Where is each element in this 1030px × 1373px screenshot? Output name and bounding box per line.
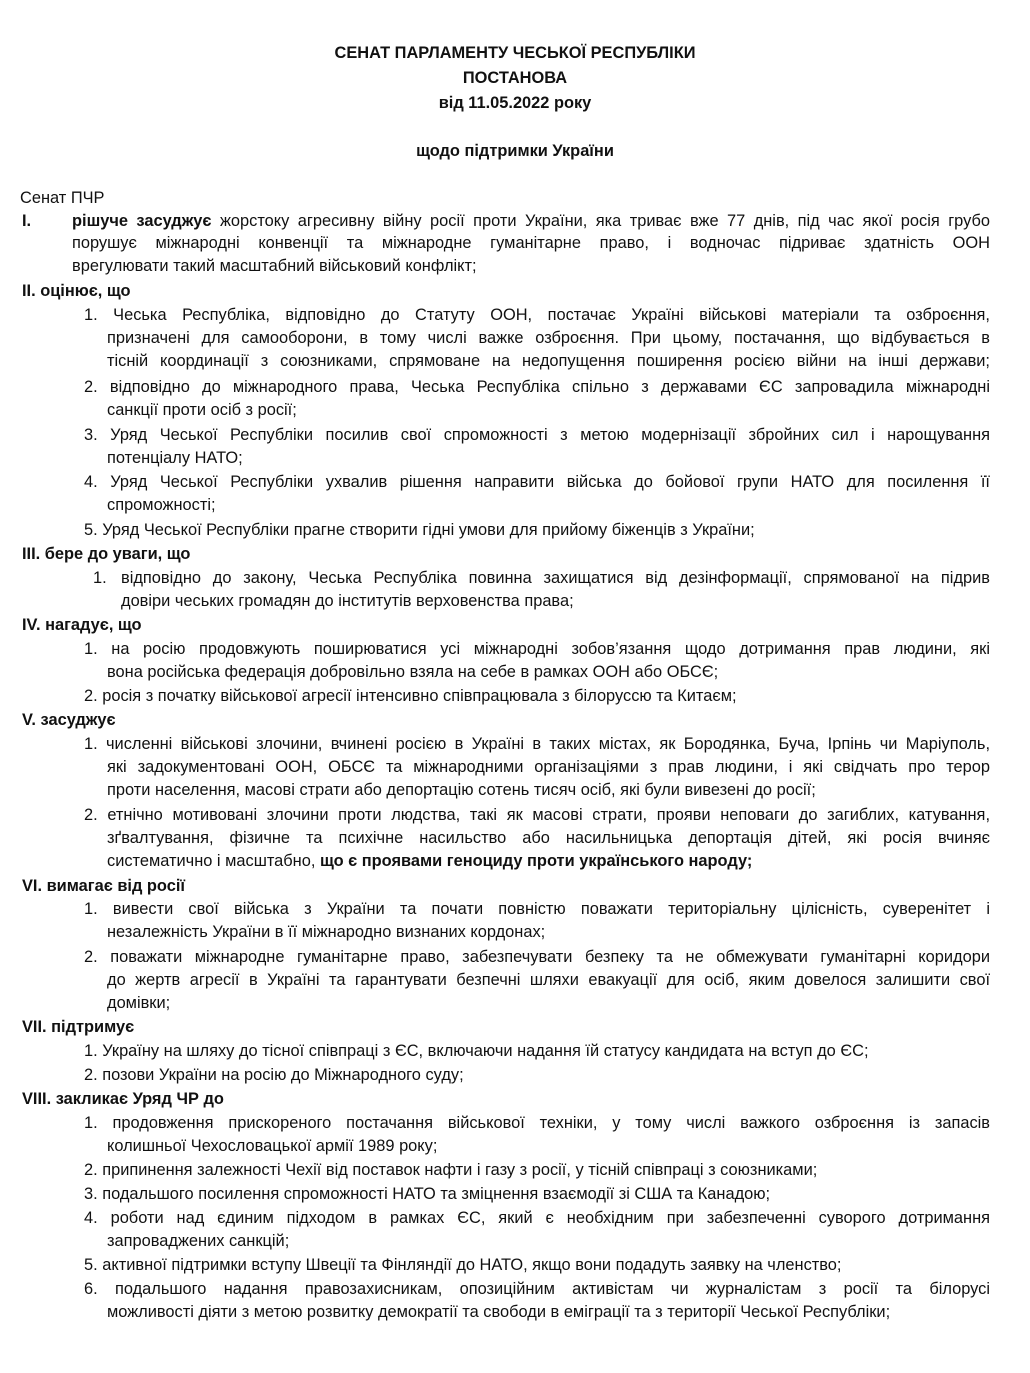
- section-2-item-3-line-2: потенціалу НАТО;: [107, 449, 243, 467]
- section-8-item-2: 2. припинення залежності Чехії від поставок нафти і газу з росії, у тісній співпраці з союзниками;: [84, 1161, 818, 1179]
- section-6-title: VI. вимагає від росії: [22, 877, 185, 895]
- section-2-item-3-line-1: 3. Уряд Чеської Республіки посилив свої спроможності з метою модернізації збройних сил і нарощування: [84, 426, 990, 444]
- section-5-item-1-line-1: 1. численні військові злочини, вчинені росією в Україні в таких містах, як Бородянка, Буча, Ірпінь чи Маріуполь,: [84, 735, 990, 753]
- section-8-item-3: 3. подальшого посилення спроможності НАТО та зміцнення взаємодії зі США та Канадою;: [84, 1185, 771, 1203]
- section-8-item-1-line-1: 1. продовження прискореного постачання військової техніки, у тому числі важкого озброєння із запасів: [84, 1114, 990, 1132]
- section-5-item-2-line-3: [107, 851, 752, 871]
- section-2-item-1-line-1: 1. Чеська Республіка, відповідно до Статуту ООН, постачає Україні військові матеріали та озброєння,: [84, 306, 990, 324]
- section-6-item-1-line-1: 1. вивести свої війська з України та почати повністю поважати територіальну цілісність, суверенітет і: [84, 900, 990, 918]
- section-1-line-1: [72, 211, 990, 231]
- section-8-item-4-line-1: 4. роботи над єдиним підходом в рамках ЄС, який є необхідним при забезпеченні суворого дотримання: [84, 1209, 990, 1227]
- section-3-title: III. бере до уваги, що: [22, 545, 191, 563]
- section-5-item-1-line-2: які задокументовані ООН, ОБСЄ та міжнародними організаціями з прав людини, і які свідчать про терор: [107, 758, 990, 776]
- intro-text: Сенат ПЧР: [20, 189, 105, 207]
- section-2-item-2-line-1: 2. відповідно до міжнародного права, Чеська Республіка спільно з державами ЄС запровадила міжнародні: [84, 378, 990, 396]
- section-5-item-2-line-1: 2. етнічно мотивовані злочини проти людства, такі як масові страти, прояви неповаги до загиблих, катування,: [84, 806, 990, 824]
- section-6-item-1-line-2: незалежність України в її міжнародно визнаних кордонах;: [107, 923, 546, 941]
- section-7-item-2: 2. позови України на росію до Міжнародного суду;: [84, 1066, 464, 1084]
- section-5-item-2-line-3-text: систематично і масштабно,: [107, 852, 316, 870]
- section-2-title: II. оцінює, що: [22, 282, 131, 300]
- section-8-item-6-line-1: 6. подальшого надання правозахисникам, опозиційним активістам чи журналістам з росії та білорусі: [84, 1280, 990, 1298]
- section-8-item-6-line-2: можливості діяти з метою розвитку демократії та свободи в еміграції та з території Чеської Республіки;: [107, 1303, 891, 1321]
- section-2-item-2-line-2: санкції проти осіб з росії;: [107, 401, 297, 419]
- header-subject: щодо підтримки України: [416, 142, 614, 160]
- section-4-item-2: 2. росія з початку військової агресії інтенсивно співпрацювала з білоруссю та Китаєм;: [84, 687, 737, 705]
- section-2-item-4-line-2: спроможності;: [107, 496, 216, 514]
- section-2-item-5: 5. Уряд Чеської Республіки прагне створити гідні умови для прийому біженців з України;: [84, 521, 755, 539]
- section-6-item-2-line-1: 2. поважати міжнародне гуманітарне право, забезпечувати безпеку та не обмежувати гуманітарні коридори: [84, 948, 990, 966]
- section-3-item-1-line-1: відповідно до закону, Чеська Республіка повинна захищатися від дезінформації, спрямованої на підрив: [121, 569, 990, 587]
- section-5-title: V. засуджує: [22, 711, 116, 729]
- section-1-text: жорстоку агресивну війну росії проти України, яка триває вже 77 днів, під час якої росія грубо: [219, 212, 990, 230]
- section-5-item-2-line-2: зґвалтування, фізичне та психічне насильство або насильницька депортація дітей, які росія вчиняє: [107, 829, 990, 847]
- section-5-genocide-statement: що є проявами геноциду проти українського народу;: [319, 852, 753, 870]
- section-2-item-4-line-1: 4. Уряд Чеської Республіки ухвалив рішення направити війська до бойової групи НАТО для посилення її: [84, 473, 990, 491]
- section-6-item-2-line-3: домівки;: [107, 994, 171, 1012]
- section-4-title: IV. нагадує, що: [22, 616, 142, 634]
- section-2-item-1-line-2: призначені для самооборони, в тому числі важке озброєння. При цьому, постачання, що відбувається в: [107, 329, 990, 347]
- section-8-item-4-line-2: запроваджених санкцій;: [107, 1232, 290, 1250]
- header-date: від 11.05.2022 року: [438, 94, 592, 112]
- section-5-item-1-line-3: проти населення, масові страти або депортацію сотень тисяч осіб, які були вивезені до росії;: [107, 781, 816, 799]
- section-1-line-3: врегулювати такий масштабний військовий конфлікт;: [72, 257, 477, 275]
- header-line-1: СЕНАТ ПАРЛАМЕНТУ ЧЕСЬКОЇ РЕСПУБЛІКИ: [334, 44, 696, 62]
- section-1-number: I.: [22, 212, 32, 230]
- section-3-item-number: 1.: [93, 569, 107, 587]
- header-line-2: ПОСТАНОВА: [462, 69, 568, 87]
- section-1-line-2: порушує міжнародні конвенції та міжнародне гуманітарне право, і водночас підриває здатність ООН: [72, 234, 990, 252]
- section-7-item-1: 1. Україну на шляху до тісної співпраці з ЄС, включаючи надання їй статусу кандидата на вступ до ЄС;: [84, 1042, 869, 1060]
- section-6-item-2-line-2: до жертв агресії в Україні та гарантувати безпечні шляхи евакуації для осіб, яким довелося залишити свої: [107, 971, 990, 989]
- section-1-bold: рішуче засуджує: [72, 212, 212, 230]
- section-8-item-1-line-2: колишньої Чехословацької армії 1989 року;: [107, 1137, 438, 1155]
- section-8-item-5: 5. активної підтримки вступу Швеції та Фінляндії до НАТО, якщо вони подадуть заявку на членство;: [84, 1256, 842, 1274]
- section-7-title: VII. підтримує: [22, 1018, 135, 1036]
- section-8-title: VIII. закликає Уряд ЧР до: [22, 1090, 224, 1108]
- section-3-item-1-line-2: довіри чеських громадян до інститутів верховенства права;: [121, 592, 574, 610]
- section-2-item-1-line-3: тісній координації з союзниками, спрямоване на недопущення поширення росією війни на інші держави;: [107, 352, 990, 370]
- section-4-item-1-line-1: 1. на росію продовжують поширюватися усі міжнародні зобов’язання щодо дотримання прав людини, які: [84, 640, 990, 658]
- section-4-item-1-line-2: вона російська федерація добровільно взяла на себе в рамках ООН або ОБСЄ;: [107, 663, 719, 681]
